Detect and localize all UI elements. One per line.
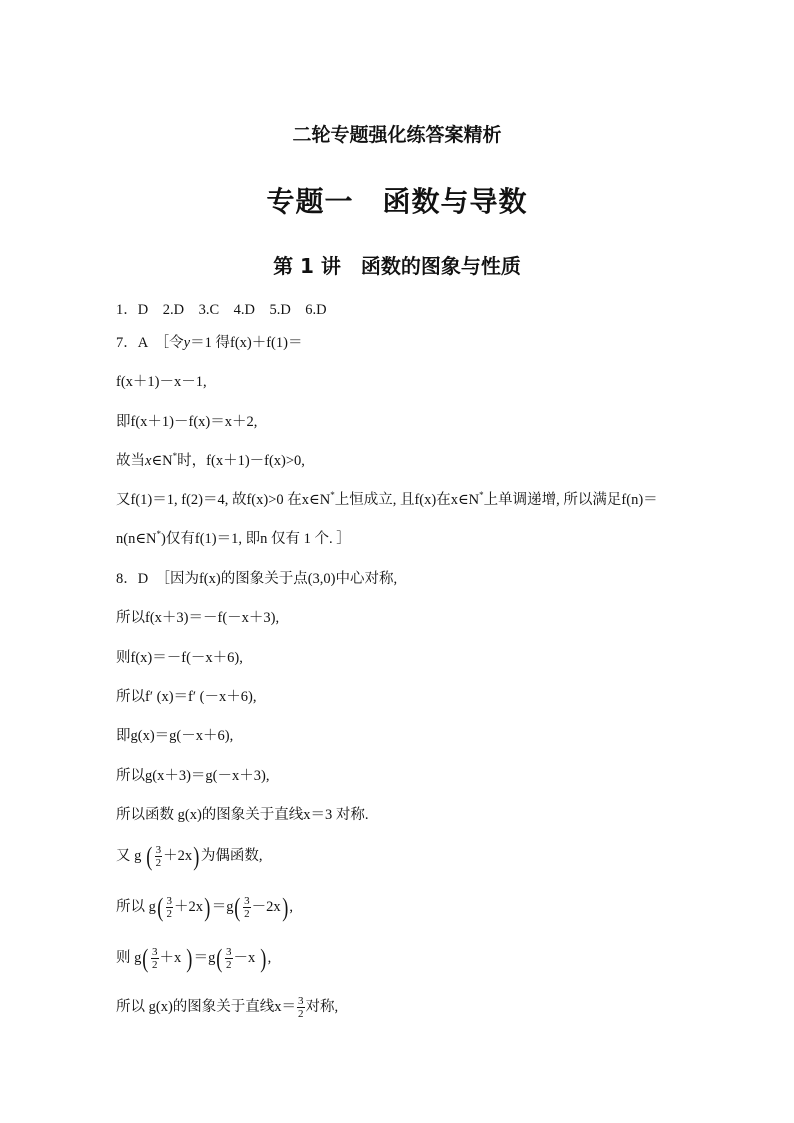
fraction-3-2: $\frac{3}{2}$ [298, 995, 304, 1021]
fraction-3-2: $\frac{3}{2}$ [152, 946, 158, 972]
q7-line-2: f(x＋1)－x－1, [116, 374, 207, 390]
answers-1-6: 1．D 2.D 3.C 4.D 5.D 6.D [116, 302, 327, 318]
q7-line-4: 故当x∈N*时，f(x＋1)－f(x)>0, [116, 451, 305, 469]
q7-line-6: n(n∈N*)仅有f(1)＝1, 即n 仅有 1 个. ］ [116, 529, 351, 547]
fraction-3-2: $\frac{3}{2}$ [166, 895, 173, 921]
fraction-3-2: $\frac{3}{2}$ [244, 895, 250, 921]
q8-line-3: 则f(x)＝－f(－x＋6), [116, 650, 243, 666]
q8-line-11: 所以 g(x)的图象关于直线x＝ $\frac{3}{2}$ 对称, [116, 995, 339, 1021]
q7-line-5: 又f(1)＝1, f(2)＝4, 故f(x)>0 在x∈N*上恒成立, 且f(x)在x∈N*上单调递增, 所以满足f(n)＝ [116, 490, 658, 508]
fraction-3-2: $\frac{3}{2}$ [155, 844, 162, 870]
chapter-title: 专题一 函数与导数 [266, 185, 528, 218]
q8-line-7: 所以函数 g(x)的图象关于直线x＝3 对称. [116, 807, 369, 823]
q8-line-1: 8．D ［因为f(x)的图象关于点(3,0)中心对称, [116, 571, 398, 587]
fraction-3-2: $\frac{3}{2}$ [226, 946, 232, 972]
q8-line-2: 所以f(x＋3)＝－f(－x＋3), [116, 610, 280, 626]
q7-line-1: 7．A ［令y＝1 得f(x)＋f(1)＝ [116, 335, 303, 351]
document-title: 二轮专题强化练答案精析 [292, 124, 502, 146]
q8-line-4: 所以f′ (x)＝f′ (－x＋6), [116, 689, 257, 705]
q7-line-3: 即f(x＋1)－f(x)＝x＋2, [116, 414, 258, 430]
q8-line-8: 又 g ( $\frac{3}{2}$ ＋2x)为偶函数, [116, 841, 263, 871]
q8-line-9: 所以 g( $\frac{3}{2}$ ＋2x)＝g( $\frac{3}{2}$ －2x), [116, 892, 293, 922]
section-title: 第 1 讲 函数的图象与性质 [273, 254, 521, 278]
q8-line-10: 则 g( $\frac{3}{2}$ ＋x )＝g( $\frac{3}{2}$ －x ), [116, 943, 272, 973]
q8-line-6: 所以g(x＋3)＝g(－x＋3), [116, 768, 270, 784]
q8-line-5: 即g(x)＝g(－x＋6), [116, 728, 234, 744]
